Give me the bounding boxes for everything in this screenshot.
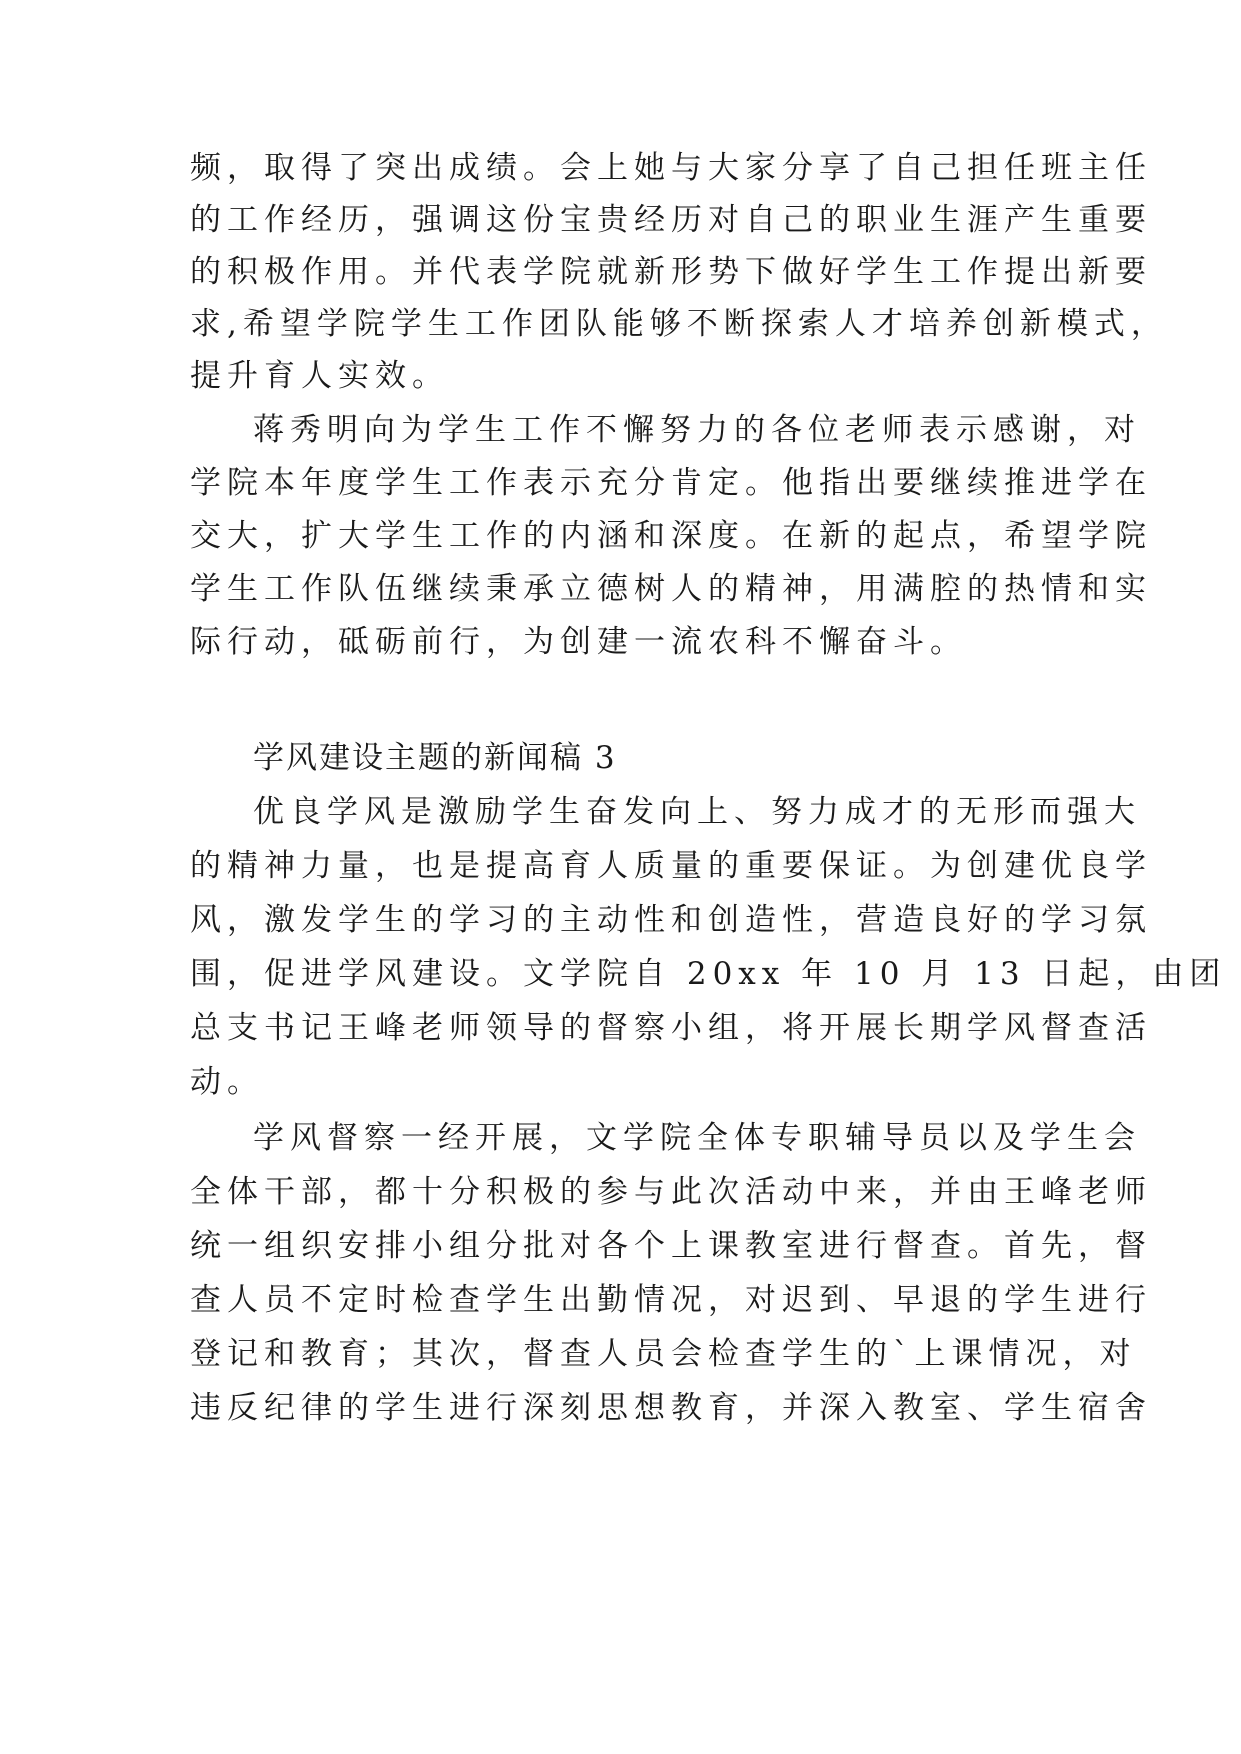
paragraph-4-line-6: 违反纪律的学生进行深刻思想教育，并深入教室、学生宿舍	[190, 1390, 1152, 1426]
paragraph-1-line-5: 提升育人实效。	[190, 358, 449, 394]
paragraph-2-line-3: 交大，扩大学生工作的内涵和深度。在新的起点，希望学院	[190, 518, 1152, 554]
paragraph-2-line-2: 学院本年度学生工作表示充分肯定。他指出要继续推进学在	[190, 465, 1152, 501]
paragraph-4-line-4: 查人员不定时检查学生出勤情况，对迟到、早退的学生进行	[190, 1282, 1152, 1318]
paragraph-4-line-2: 全体干部，都十分积极的参与此次活动中来，并由王峰老师	[190, 1174, 1152, 1210]
paragraph-3-line-3: 风，激发学生的学习的主动性和创造性，营造良好的学习氛	[190, 902, 1152, 938]
paragraph-4-line-5: 登记和教育；其次，督查人员会检查学生的`上课情况，对	[190, 1336, 1137, 1372]
paragraph-1-line-4: 求,希望学院学生工作团队能够不断探索人才培养创新模式，	[190, 306, 1168, 342]
paragraph-1-line-3: 的积极作用。并代表学院就新形势下做好学生工作提出新要	[190, 254, 1152, 290]
paragraph-3-line-2: 的精神力量，也是提高育人质量的重要保证。为创建优良学	[190, 848, 1152, 884]
section-heading: 学风建设主题的新闻稿 3	[253, 740, 617, 776]
paragraph-3-line-6: 动。	[190, 1064, 264, 1100]
paragraph-3-line-1: 优良学风是激励学生奋发向上、努力成才的无形而强大	[253, 794, 1141, 830]
paragraph-3-line-5: 总支书记王峰老师领导的督察小组，将开展长期学风督查活	[190, 1010, 1152, 1046]
paragraph-1-line-1: 频，取得了突出成绩。会上她与大家分享了自己担任班主任	[190, 150, 1152, 186]
paragraph-4-line-3: 统一组织安排小组分批对各个上课教室进行督查。首先，督	[190, 1228, 1152, 1264]
paragraph-2-line-1: 蒋秀明向为学生工作不懈努力的各位老师表示感谢，对	[253, 412, 1141, 448]
paragraph-4-line-1: 学风督察一经开展，文学院全体专职辅导员以及学生会	[253, 1120, 1141, 1156]
paragraph-1-line-2: 的工作经历，强调这份宝贵经历对自己的职业生涯产生重要	[190, 202, 1152, 238]
paragraph-2-line-5: 际行动，砥砺前行，为创建一流农科不懈奋斗。	[190, 624, 967, 660]
paragraph-2-line-4: 学生工作队伍继续秉承立德树人的精神，用满腔的热情和实	[190, 571, 1152, 607]
paragraph-3-line-4: 围，促进学风建设。文学院自 20xx 年 10 月 13 日起，由团	[190, 956, 1227, 992]
